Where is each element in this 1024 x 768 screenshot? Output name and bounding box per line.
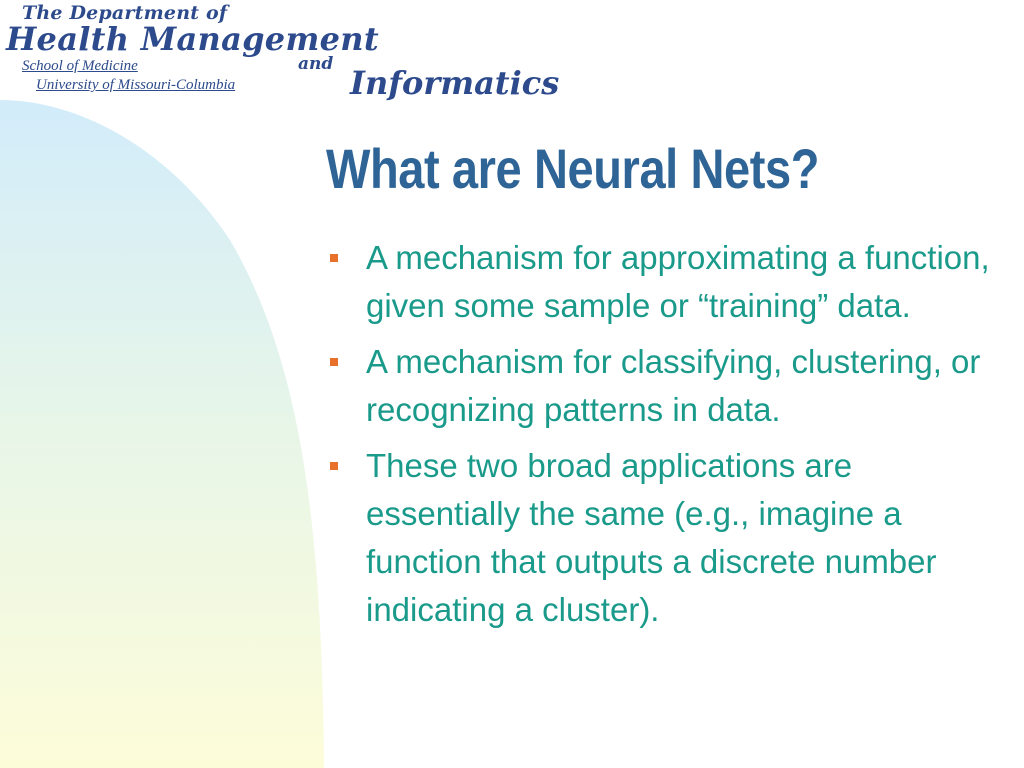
bullet-item bbox=[330, 442, 1010, 634]
bullet-text: These two broad applications are essentially the same (e.g., imagine a function that outputs a discrete number indicating a cluster). bbox=[366, 447, 937, 628]
bullet-text: A mechanism for classifying, clustering, or recognizing patterns in data. bbox=[366, 343, 981, 428]
logo-line-department: The Department of bbox=[22, 2, 228, 24]
logo-line-health-management: Health Management bbox=[6, 20, 379, 58]
logo-line-school: School of Medicine bbox=[22, 58, 138, 74]
bullet-item bbox=[330, 234, 1010, 330]
department-logo bbox=[0, 0, 600, 100]
logo-and: and bbox=[298, 54, 334, 74]
square-bullet-icon bbox=[330, 254, 338, 262]
logo-line-university: University of Missouri-Columbia bbox=[36, 77, 236, 93]
square-bullet-icon bbox=[330, 462, 338, 470]
bullet-item bbox=[330, 338, 1010, 434]
bullet-text: A mechanism for approximating a function, given some sample or “training” data. bbox=[366, 239, 990, 324]
square-bullet-icon bbox=[330, 358, 338, 366]
bullet-list bbox=[330, 234, 1010, 642]
slide-title: What are Neural Nets? bbox=[326, 137, 820, 200]
logo-line-informatics: Informatics bbox=[350, 64, 560, 102]
